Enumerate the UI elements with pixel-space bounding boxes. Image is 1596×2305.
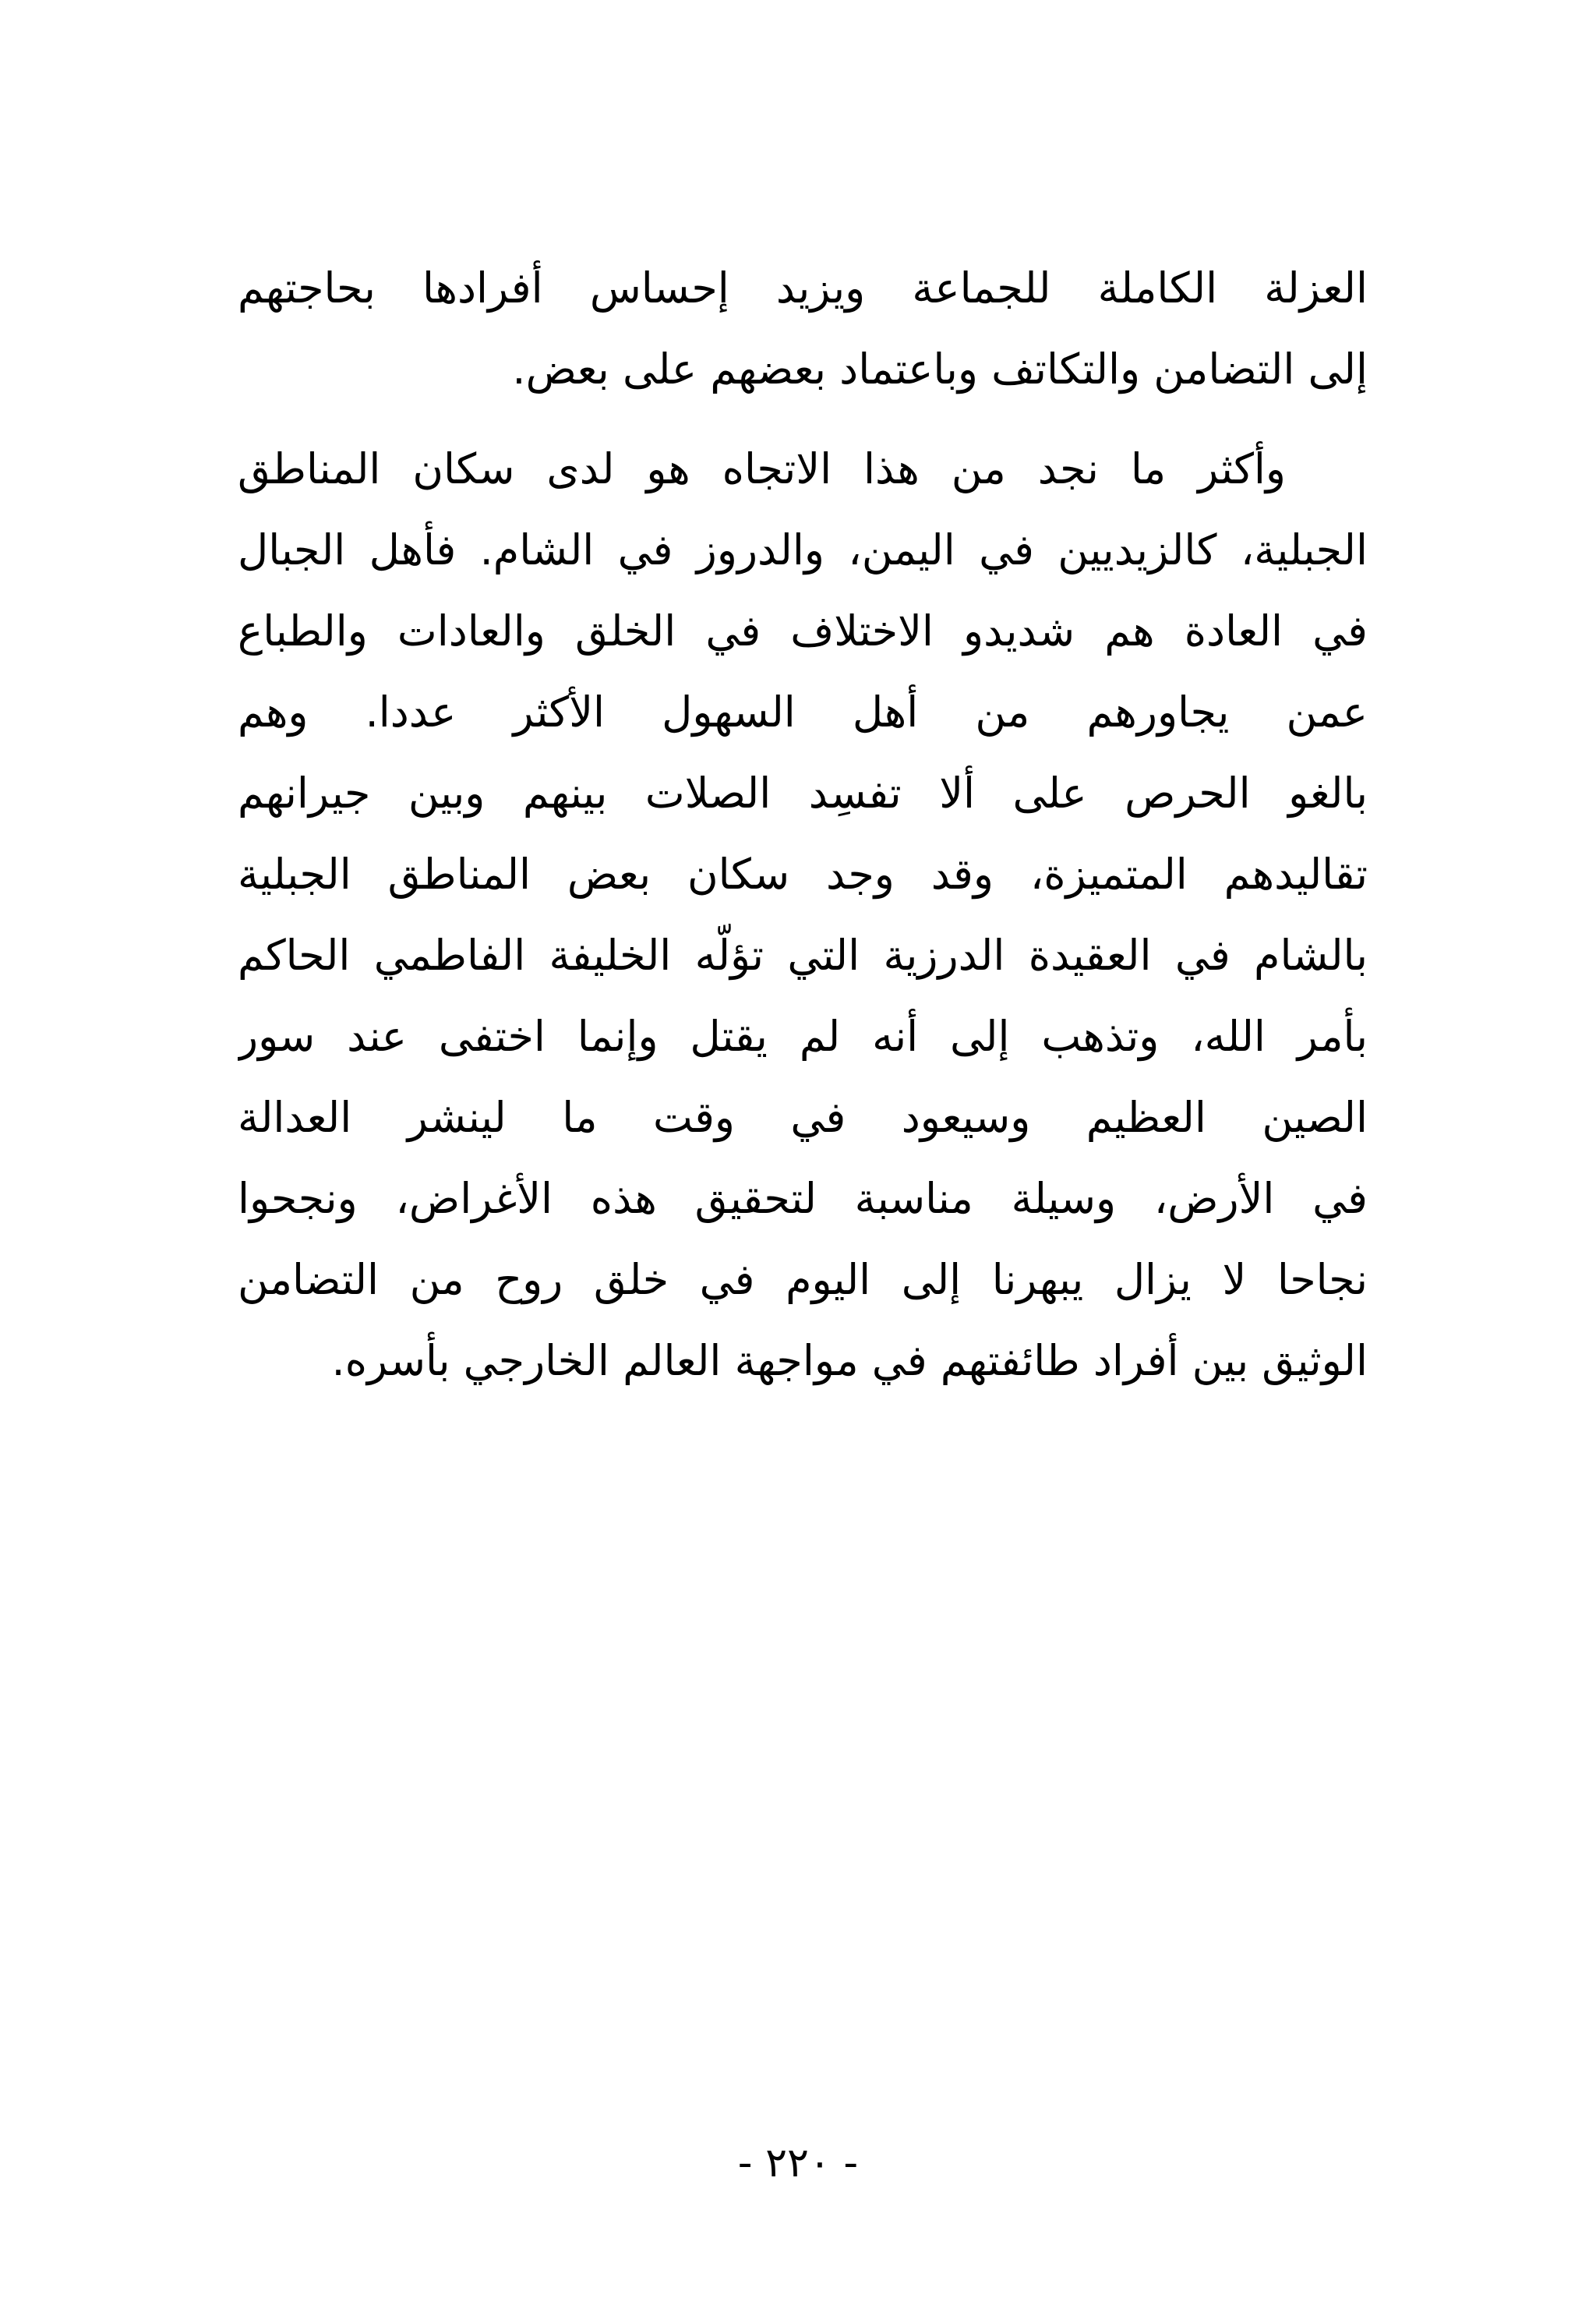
paragraph-gap (238, 410, 1368, 429)
paragraph-1 (238, 248, 1368, 410)
text-line: نجاحا لا يزال يبهرنا إلى اليوم في خلق روح من التضامن (238, 1255, 1368, 1304)
text-line: إلى التضامن والتكاتف وباعتماد بعضهم على بعض. (512, 345, 1368, 394)
text-line: العزلة الكاملة للجماعة ويزيد إحساس أفرادها بحاجتهم (238, 263, 1368, 313)
text-line: عمن يجاورهم من أهل السهول الأكثر عددا. وهم (238, 688, 1368, 737)
body-text (238, 248, 1368, 1402)
page-number: - ٢٢٠ - (737, 2140, 859, 2187)
text-line: الجبلية، كالزيديين في اليمن، والدروز في الشام. فأهل الجبال (238, 525, 1368, 574)
text-line: في الأرض، وسيلة مناسبة لتحقيق هذه الأغراض، ونجحوا (238, 1174, 1368, 1223)
text-line: في العادة هم شديدو الاختلاف في الخلق والعادات والطباع (238, 606, 1368, 656)
text-line: تقاليدهم المتميزة، وقد وجد سكان بعض المناطق الجبلية (238, 850, 1368, 899)
paragraph-2 (238, 429, 1368, 1402)
text-line: بأمر الله، وتذهب إلى أنه لم يقتل وإنما اختفى عند سور (238, 1012, 1368, 1061)
text-line: بالغو الحرص على ألا تفسِد الصلات بينهم وبين جيرانهم (238, 769, 1368, 818)
text-line: الوثيق بين أفراد طائفتهم في مواجهة العالم الخارجي بأسره. (331, 1336, 1368, 1385)
text-line: الصين العظيم وسيعود في وقت ما لينشر العدالة (238, 1093, 1368, 1142)
text-line: بالشام في العقيدة الدرزية التي تؤلّه الخليفة الفاطمي الحاكم (238, 931, 1368, 980)
text-line: وأكثر ما نجد من هذا الاتجاه هو لدى سكان المناطق (238, 444, 1286, 493)
